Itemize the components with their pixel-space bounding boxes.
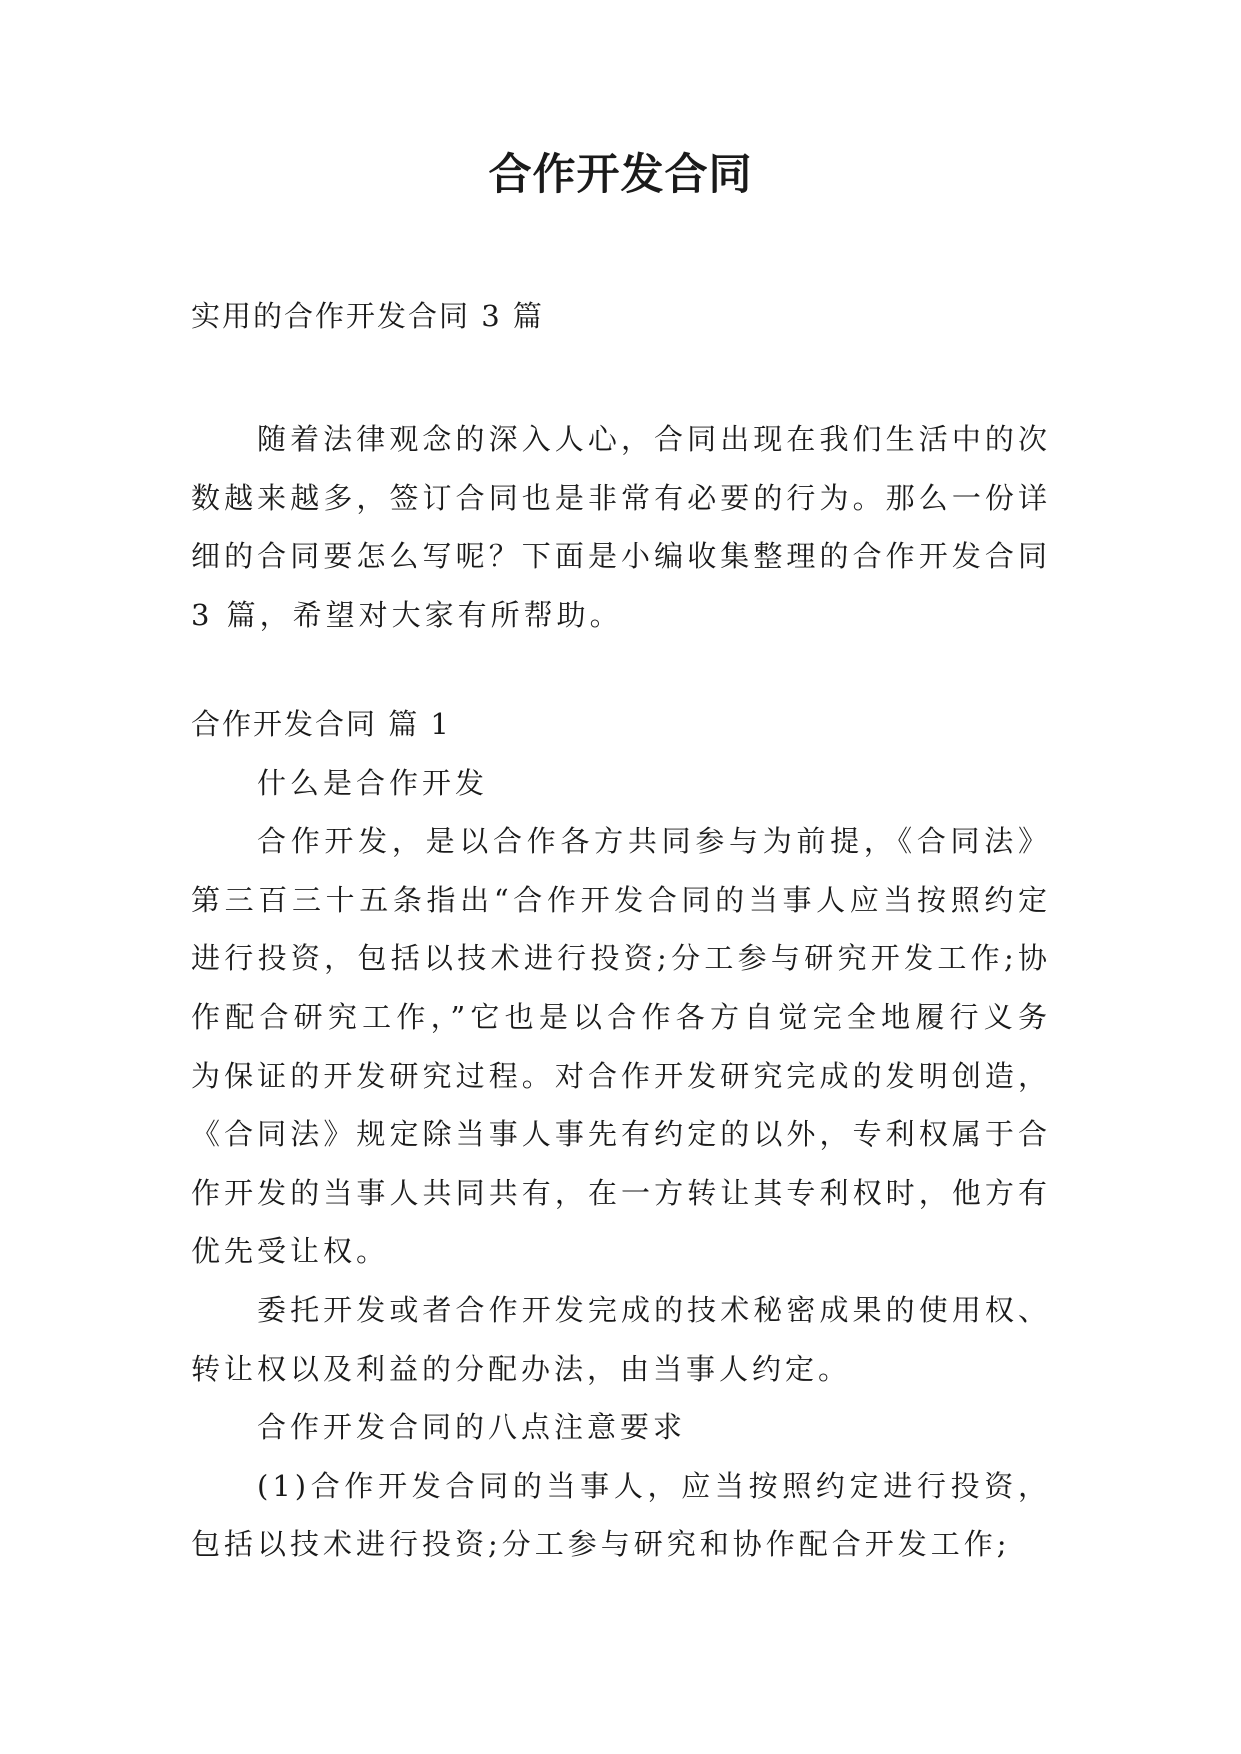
section-heading: 合作开发合同 篇 1 (191, 707, 451, 741)
paragraph-rights-allocation: 委托开发或者合作开发完成的技术秘密成果的使用权、转让权以及利益的分配办法，由当事人约定。 (191, 1292, 1051, 1386)
intro-paragraph: 随着法律观念的深入人心，合同出现在我们生活中的次数越来越多，签订合同也是非常有必要的行为。那么一份详细的合同要怎么写呢？下面是小编收集整理的合作开发合同 3 篇，希望对大家有所帮助。 (191, 422, 1051, 632)
paragraph-definition: 合作开发，是以合作各方共同参与为前提，《合同法》第三百三十五条指出“合作开发合同的当事人应当按照约定进行投资，包括以技术进行投资;分工参与研究开发工作;协作配合研究工作，”它也是以合作各方自觉完全地履行义务为保证的开发研究过程。对合作开发研究完成的发明创造，《合同法》规定除当事人事先有约定的以外，专利权属于合作开发的当事人共同共有，在一方转让其专利权时，他方有优先受让权。 (191, 824, 1051, 1269)
section-1 (191, 695, 1051, 1574)
paragraph-what-is-cooperative-development: 什么是合作开发 (257, 765, 489, 800)
document-subtitle: 实用的合作开发合同 3 篇 (191, 299, 544, 333)
paragraph-point-1: (1)合作开发合同的当事人，应当按照约定进行投资，包括以技术进行投资;分工参与研究和协作配合开发工作; (191, 1468, 1051, 1562)
document-title: 合作开发合同 (488, 150, 753, 200)
paragraph-eight-points-heading: 合作开发合同的八点注意要求 (257, 1410, 687, 1445)
